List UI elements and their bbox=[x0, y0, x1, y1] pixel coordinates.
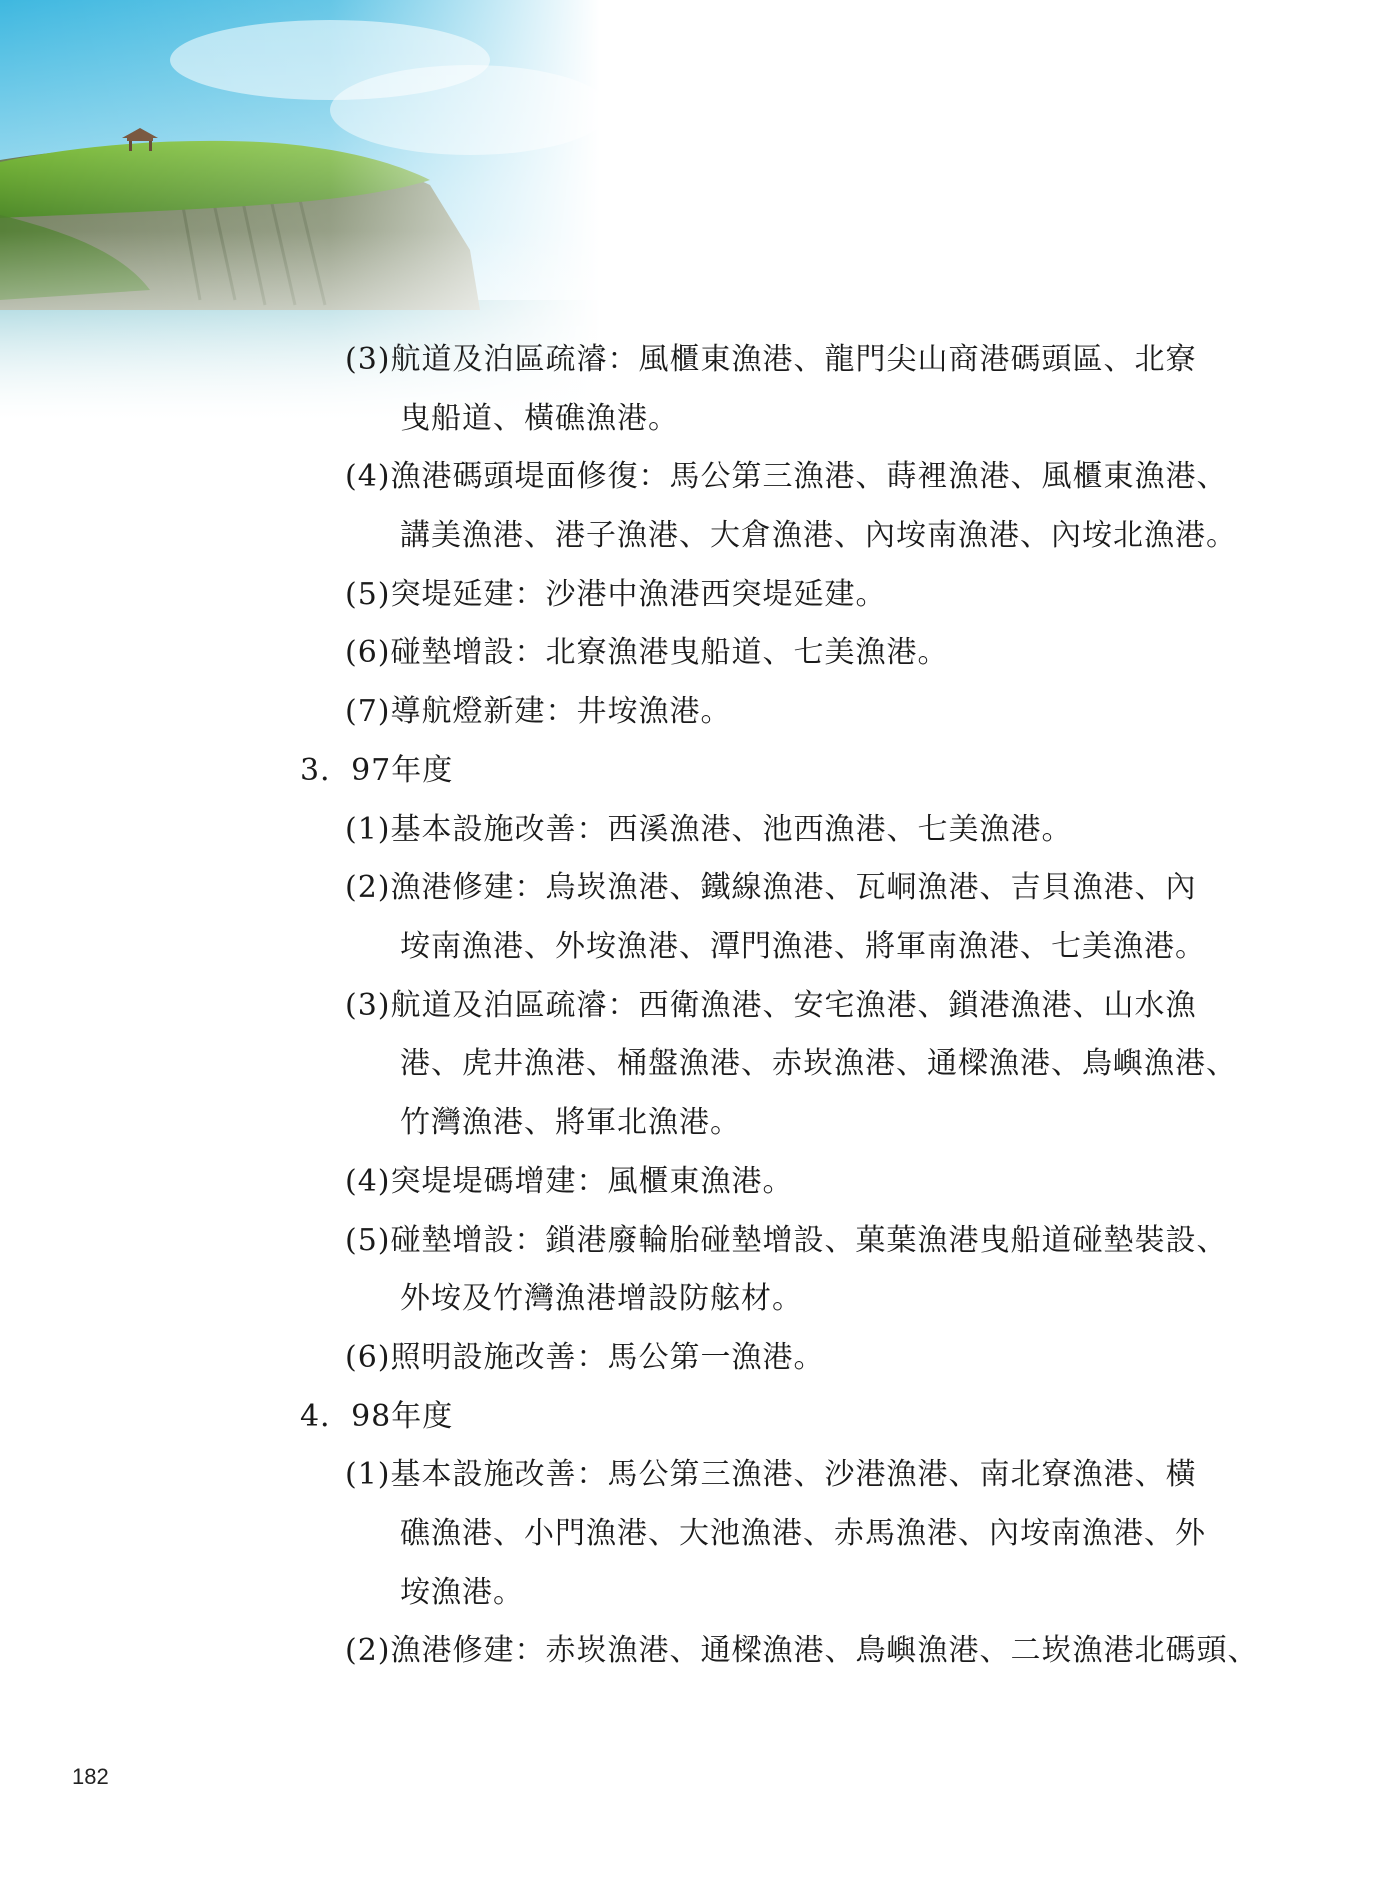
list-item-line: (4)漁港碼頭堤面修復：馬公第三漁港、蒔裡漁港、風櫃東漁港、 bbox=[345, 459, 1228, 494]
list-item-line: (7)導航燈新建：井垵漁港。 bbox=[345, 694, 732, 729]
list-item-line: 曳船道、橫礁漁港。 bbox=[400, 401, 679, 436]
list-item-line: (1)基本設施改善：馬公第三漁港、沙港漁港、南北寮漁港、橫 bbox=[345, 1457, 1197, 1492]
list-item-line: (3)航道及泊區疏濬：西衛漁港、安宅漁港、鎖港漁港、山水漁 bbox=[345, 988, 1197, 1023]
section-heading: 4．98年度 bbox=[300, 1399, 454, 1434]
section-heading: 3．97年度 bbox=[300, 753, 454, 788]
list-item-line: (1)基本設施改善：西溪漁港、池西漁港、七美漁港。 bbox=[345, 812, 1073, 847]
list-item-line: 竹灣漁港、將軍北漁港。 bbox=[400, 1105, 741, 1140]
list-item-line: 講美漁港、港子漁港、大倉漁港、內垵南漁港、內垵北漁港。 bbox=[400, 518, 1237, 553]
list-item-line: 港、虎井漁港、桶盤漁港、赤崁漁港、通樑漁港、鳥嶼漁港、 bbox=[400, 1046, 1237, 1081]
list-item-line: (3)航道及泊區疏濬：風櫃東漁港、龍門尖山商港碼頭區、北寮 bbox=[345, 342, 1197, 377]
list-item-line: 垵南漁港、外垵漁港、潭門漁港、將軍南漁港、七美漁港。 bbox=[400, 929, 1206, 964]
page-number: 182 bbox=[72, 1764, 109, 1789]
list-item-line: (6)照明設施改善：馬公第一漁港。 bbox=[345, 1340, 825, 1375]
list-item-line: (6)碰墊增設：北寮漁港曳船道、七美漁港。 bbox=[345, 635, 949, 670]
list-item-line: (2)漁港修建：烏崁漁港、鐵線漁港、瓦峒漁港、吉貝漁港、內 bbox=[345, 870, 1197, 905]
list-item-line: (4)突堤堤碼增建：風櫃東漁港。 bbox=[345, 1164, 794, 1199]
list-item-line: (5)碰墊增設：鎖港廢輪胎碰墊增設、菓葉漁港曳船道碰墊裝設、 bbox=[345, 1223, 1228, 1258]
list-item-line: (2)漁港修建：赤崁漁港、通樑漁港、鳥嶼漁港、二崁漁港北碼頭、 bbox=[345, 1633, 1259, 1668]
list-item-line: 礁漁港、小門漁港、大池漁港、赤馬漁港、內垵南漁港、外 bbox=[400, 1516, 1206, 1551]
list-item-line: 外垵及竹灣漁港增設防舷材。 bbox=[400, 1281, 803, 1316]
list-item-line: (5)突堤延建：沙港中漁港西突堤延建。 bbox=[345, 577, 887, 612]
list-item-line: 垵漁港。 bbox=[400, 1575, 524, 1610]
